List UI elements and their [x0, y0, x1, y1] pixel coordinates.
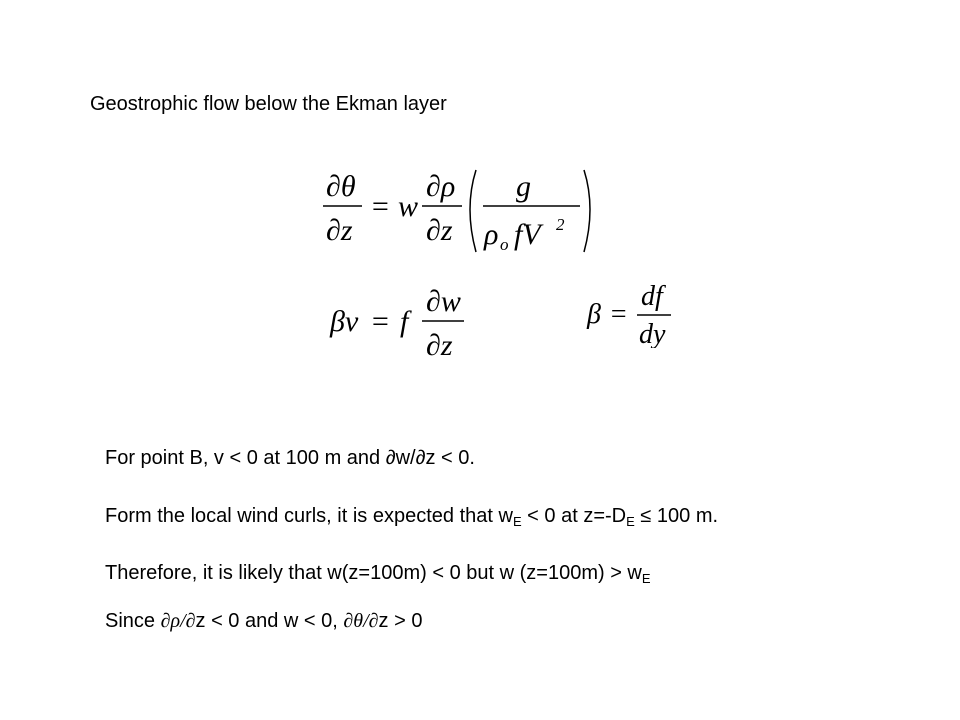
svg-text:∂z: ∂z	[426, 329, 453, 362]
text-line-4a: Since	[105, 610, 161, 632]
text-therefore-statement	[105, 562, 651, 586]
svg-text:=: =	[370, 305, 391, 338]
svg-text:β: β	[587, 299, 601, 330]
svg-text:fV: fV	[514, 218, 541, 251]
equation-sverdrup-balance	[328, 283, 468, 363]
subscript-e: E	[641, 571, 651, 586]
equation-beta-definition	[585, 283, 685, 348]
svg-text:∂w: ∂w	[426, 285, 461, 318]
subscript-e: E	[512, 514, 522, 529]
svg-text:βv: βv	[330, 305, 359, 338]
text-line-4b: z < 0 and w < 0,	[195, 610, 344, 632]
text-line-4c: z > 0	[378, 610, 423, 632]
text-line-1: For point B, v < 0 at 100 m and ∂w/∂z < 0.	[105, 447, 475, 469]
svg-text:g: g	[516, 170, 531, 203]
symbol-dtheta-dz: ∂θ/∂	[343, 610, 379, 632]
slide-title: Geostrophic flow below the Ekman layer	[90, 93, 447, 115]
text-line-3: Therefore, it is likely that w(z=100m) < 0 but w (z=100m) > w	[105, 562, 642, 584]
svg-text:dy: dy	[639, 319, 666, 348]
svg-text:∂z: ∂z	[326, 214, 353, 247]
text-line-2b: < 0 at z=-D	[521, 505, 627, 527]
svg-text:2: 2	[556, 215, 565, 234]
svg-text:df: df	[641, 283, 663, 312]
equation-thermal-gradient	[318, 160, 598, 260]
svg-text:ρ: ρ	[484, 218, 499, 251]
svg-text:o: o	[500, 235, 509, 254]
text-point-b-condition	[105, 447, 475, 470]
text-line-2c: ≤ 100 m.	[634, 505, 719, 527]
svg-text:w: w	[398, 190, 419, 223]
svg-text:∂θ: ∂θ	[326, 170, 356, 203]
svg-text:f: f	[400, 305, 409, 338]
text-wind-curl-expectation	[105, 505, 718, 529]
svg-text:∂ρ: ∂ρ	[426, 170, 456, 203]
svg-text:∂z: ∂z	[426, 214, 453, 247]
svg-text:=: =	[370, 190, 391, 223]
svg-text:=: =	[609, 299, 628, 330]
symbol-drho-dz: ∂ρ/∂	[160, 610, 196, 632]
text-line-2a: Form the local wind curls, it is expected that w	[105, 505, 513, 527]
subscript-e: E	[626, 514, 635, 529]
text-since-statement	[105, 610, 422, 633]
